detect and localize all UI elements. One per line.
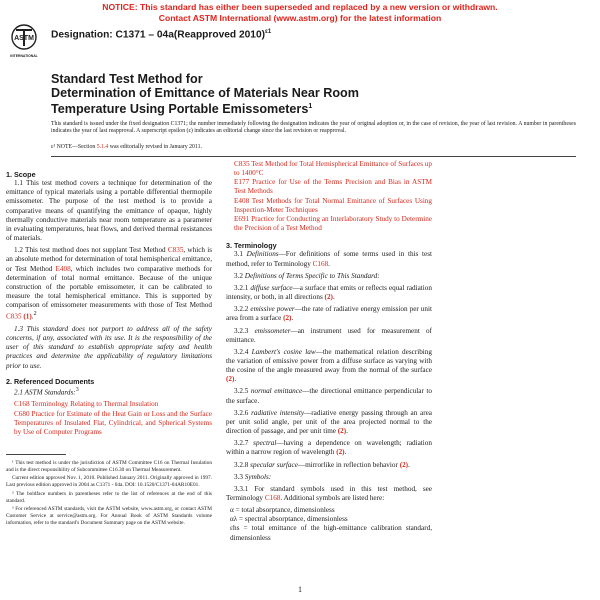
def-text: —the mathematical relation describing the variation of emissive power from a diffuse surface as varying with the cosine of the angle measured away from the normal of the surface bbox=[226, 347, 432, 375]
term-3-1-end: . bbox=[328, 259, 330, 268]
scope-p1: 1.1 This test method covers a technique for determination of the emittance of typical materials using a portable differential thermopile emissometer. The purpose of the test method is to provide a comparative means of quantifying the emittance of opaque, highly thermally conductive materials near room temperature as a parameter in evaluating temperatures, heat flows, and derived thermal resistances of materials. bbox=[6, 179, 212, 243]
symbol-alpha: α = total absorptance, dimensionless bbox=[230, 506, 335, 515]
note-suffix: was editorially revised in January 2011. bbox=[108, 144, 202, 150]
def-3-2-4 bbox=[226, 348, 432, 385]
def-citation[interactable]: (2) bbox=[324, 293, 333, 302]
astm-standards-label: 2.1 ASTM Standards: bbox=[14, 388, 76, 397]
term-3-3-1 bbox=[226, 485, 432, 503]
term-3-2-num: 3.2 bbox=[234, 271, 245, 280]
term-3-3-label: Symbols: bbox=[244, 472, 272, 481]
def-term: normal emittance bbox=[250, 387, 303, 396]
ref-entry-c168 bbox=[6, 400, 212, 409]
designation-text: Designation: C1371 – 04a(Reapproved 2010) bbox=[51, 29, 266, 41]
def-text: —mirrorlike in reflection behavior bbox=[297, 460, 400, 469]
def-citation[interactable]: (2) bbox=[226, 375, 235, 384]
ref-code-c835[interactable]: C835 bbox=[234, 160, 250, 168]
astm-standards-sub bbox=[6, 386, 212, 398]
citation-1[interactable]: (1) bbox=[23, 312, 32, 321]
title-line-3-wrap bbox=[51, 100, 571, 116]
editorial-note bbox=[51, 144, 576, 151]
def-end: . bbox=[344, 448, 347, 457]
ref-link-c168[interactable]: C168 bbox=[312, 259, 329, 268]
ref-code-e177[interactable]: E177 bbox=[234, 178, 250, 187]
ref-link-c835[interactable]: C835 bbox=[167, 246, 184, 255]
def-text: —radiative energy passing through an area per unit solid angle, per unit of the area projected normal to the direction of passage, and per unit time bbox=[226, 408, 432, 436]
note-ref-link[interactable]: 5.1.4 bbox=[96, 144, 109, 150]
def-text: —an instrument used for measurement of emittance. bbox=[226, 326, 432, 344]
footnote-1b: Current edition approved Nov. 1, 2010. Published January 2011. Originally approved in 1997. Last previous edition approved in 2004 as C1371 - 04a. DOI: 10.1520/C1371-04AR10E01. bbox=[6, 475, 212, 489]
def-text: —having a dependence on wavelength; radiation within a narrow region of wavelength bbox=[226, 439, 432, 457]
title-line-2: Determination of Emittance of Materials Near Room bbox=[51, 86, 359, 100]
def-citation[interactable]: (2) bbox=[283, 314, 292, 323]
def-3-2-6 bbox=[226, 409, 432, 436]
scope-p2-a: 1.2 This test method does not supplant Test Method bbox=[14, 246, 168, 255]
def-text: —a surface that emits or reflects equal radiation intensity, or both, in all directions bbox=[226, 283, 432, 302]
notice-line-2: Contact ASTM International (www.astm.org) for the latest information bbox=[158, 13, 442, 23]
note-prefix: ε¹ NOTE—Section bbox=[51, 144, 97, 150]
boilerplate-text: This standard is issued under the fixed designation C1371; the number immediately following the designation indicates the year of original adoption or, in the case of revision, the year of last revision. A number in parentheses indicates the year of last reapproval. A superscript epsilon (ε) indicates an editorial change since the last revision or reapproval. bbox=[51, 121, 576, 135]
def-3-2-3 bbox=[226, 327, 432, 345]
left-column bbox=[6, 170, 212, 437]
symbol-epsilon-hs: εhs = total emittance of the high-emittance calibration standard, dimensionless bbox=[230, 524, 432, 542]
title-footnote-mark: 1 bbox=[308, 103, 313, 110]
def-num: 3.2.4 bbox=[234, 347, 252, 356]
term-3-1-text: —For definitions of some terms used in this test method, refer to Terminology bbox=[226, 250, 432, 268]
referenced-heading: 2. Referenced Documents bbox=[6, 376, 95, 386]
def-end: . bbox=[408, 460, 410, 469]
def-3-2-7 bbox=[226, 439, 432, 457]
footnote-1: ¹ This test method is under the jurisdiction of ASTM Committee C16 on Thermal Insulation and is the direct responsibility of Subcommittee C16.30 on Thermal Measurement. bbox=[6, 460, 212, 473]
symbol-alpha-lambda: αλ = spectral absorptance, dimensionless bbox=[230, 515, 348, 524]
term-3-3-1-text: 3.3.1 For standard symbols used in this test method, see Terminology bbox=[226, 484, 432, 502]
footnote-mark-2: 2 bbox=[33, 311, 37, 318]
def-3-2-5 bbox=[226, 387, 432, 405]
designation-epsilon: ε1 bbox=[265, 29, 272, 35]
terminology-heading: 3. Terminology bbox=[226, 241, 277, 251]
ref-code-c168[interactable]: C168 bbox=[14, 400, 30, 409]
term-3-1 bbox=[226, 250, 432, 268]
ref-link-e408[interactable]: E408 bbox=[55, 264, 71, 273]
def-term: specular surface bbox=[250, 460, 298, 469]
term-3-1-num: 3.1 bbox=[234, 250, 247, 259]
def-3-2-8 bbox=[226, 461, 432, 470]
def-citation[interactable]: (2) bbox=[337, 427, 347, 436]
def-3-2-1 bbox=[226, 284, 432, 302]
def-term: diffuse surface bbox=[250, 283, 293, 292]
scope-heading: 1. Scope bbox=[6, 170, 36, 179]
def-end: . bbox=[291, 314, 294, 323]
def-num: 3.2.8 bbox=[234, 460, 251, 469]
right-column bbox=[226, 160, 432, 543]
logo-text: ASTM bbox=[14, 35, 34, 42]
title-line-3: Temperature Using Portable Emissometers bbox=[51, 102, 309, 117]
def-term: emissive power bbox=[250, 305, 295, 314]
def-3-2-2 bbox=[226, 305, 432, 323]
term-3-3-1-end: . Additional symbols are listed here: bbox=[280, 494, 385, 502]
def-text: —the rate of radiative energy emission per unit area from a surface bbox=[226, 305, 432, 323]
ref-text-e691[interactable]: Practice for Conducting an Interlaboratory Study to Determine the Precision of a Test Method bbox=[234, 214, 432, 233]
footnote-2: ² The boldface numbers in parentheses refer to the list of references at the end of this standard. bbox=[6, 490, 212, 504]
ref-text-e408[interactable]: Test Methods for Total Normal Emittance of Surfaces Using Inspection-Meter Techniques bbox=[234, 196, 432, 214]
def-text: —the directional emittance perpendicular to the surface. bbox=[226, 387, 432, 405]
def-citation[interactable]: (2) bbox=[336, 448, 345, 457]
scope-p2-d: . bbox=[31, 312, 34, 321]
def-end: . bbox=[234, 375, 237, 384]
def-num: 3.2.1 bbox=[234, 283, 251, 292]
term-3-3-num: 3.3 bbox=[234, 472, 245, 481]
def-end: . bbox=[346, 427, 348, 436]
def-num: 3.2.7 bbox=[234, 439, 254, 448]
def-citation[interactable]: (2) bbox=[399, 460, 409, 469]
def-term: Lambert's cosine law bbox=[251, 347, 316, 356]
header-divider bbox=[51, 156, 576, 157]
scope-p3-text: 1.3 This standard does not purport to address all of the safety concerns, if any, associated with its use. It is the responsibility of the user of this standard to establish appropriate safety and health practices and determine the applicability of regulatory limitations prior to use. bbox=[6, 324, 212, 370]
document-title bbox=[51, 72, 571, 116]
designation bbox=[51, 29, 271, 40]
logo-subtext: INTERNATIONAL bbox=[10, 54, 38, 58]
footnote-3: ³ For referenced ASTM standards, visit the ASTM website, www.astm.org, or contact ASTM Customer Service at service@astm.org. For Annual Book of ASTM Standards volume information, refer to the standard's Document Summary page on the ASTM website. bbox=[6, 506, 212, 526]
def-num: 3.2.5 bbox=[234, 387, 251, 396]
def-term: spectral bbox=[253, 439, 277, 448]
ref-code-e691[interactable]: E691 bbox=[234, 214, 250, 223]
ref-entry-c680 bbox=[6, 410, 212, 437]
title-line-1: Standard Test Method for bbox=[51, 72, 203, 86]
ref-code-e408[interactable]: E408 bbox=[234, 196, 250, 205]
def-num: 3.2.6 bbox=[234, 408, 252, 417]
def-term: radiative intensity bbox=[251, 408, 305, 417]
ref-entry-c835 bbox=[226, 160, 432, 178]
ref-link-c835-2[interactable]: C835 bbox=[6, 312, 22, 321]
scope-p3 bbox=[6, 325, 212, 371]
scope-p2 bbox=[6, 246, 212, 322]
def-end: . bbox=[332, 293, 335, 302]
scope-p2-b: , which is an absolute method for determination of total hemispherical emittance, or Test Method bbox=[6, 246, 212, 273]
def-num: 3.2.3 bbox=[234, 326, 255, 335]
ref-text-c680[interactable]: Practice for Estimate of the Heat Gain or Loss and the Surface Temperatures of Insulated Flat, Cylindrical, and Spherical Systems by Use of Computer Programs bbox=[14, 409, 212, 436]
term-3-1-label: Definitions bbox=[246, 250, 279, 259]
astm-logo bbox=[10, 24, 38, 60]
footnote-divider bbox=[6, 454, 66, 455]
astm-logo-icon bbox=[10, 24, 38, 60]
term-3-2-label: Definitions of Terms Specific to This Standard: bbox=[244, 271, 380, 280]
page-number: 1 bbox=[298, 585, 302, 594]
scope-p2-c: , which includes two comparative methods for determination of total normal emittance. Because of the unique construction of the portable emissometer, it can be calibrated to measure the total hemispherical emittance. This is supported by comparison of emissometer measurements with those of Test Method bbox=[6, 264, 212, 310]
ref-code-c680[interactable]: C680 bbox=[14, 409, 30, 418]
ref-entry-e408 bbox=[226, 197, 432, 215]
notice-line-1: NOTICE: This standard has either been superseded and replaced by a new version or withdrawn. bbox=[102, 2, 498, 12]
ref-text-c168[interactable]: Terminology Relating to Thermal Insulation bbox=[29, 400, 159, 409]
term-3-3 bbox=[226, 473, 432, 482]
ref-entry-e177 bbox=[226, 178, 432, 196]
ref-text-c835[interactable]: Test Method for Total Hemispherical Emittance of Surfaces up to 1400°C bbox=[234, 160, 432, 178]
ref-entry-e691 bbox=[226, 215, 432, 233]
ref-text-e177[interactable]: Practice for Use of the Terms Precision and Bias in ASTM Test Methods bbox=[234, 178, 432, 196]
footnotes bbox=[6, 460, 212, 528]
footnote-mark-3: 3 bbox=[75, 386, 79, 393]
def-term: emissometer bbox=[254, 326, 291, 335]
term-3-2 bbox=[226, 272, 432, 281]
supersession-notice bbox=[0, 2, 600, 24]
ref-link-c168-2[interactable]: C168 bbox=[264, 494, 281, 502]
def-num: 3.2.2 bbox=[234, 305, 251, 314]
